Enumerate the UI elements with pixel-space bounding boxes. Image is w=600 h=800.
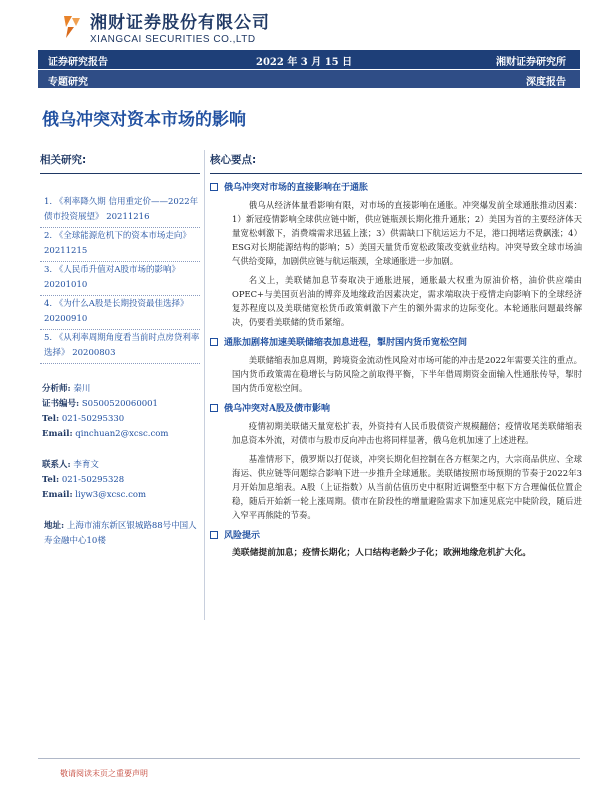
body-paragraph: 名义上，美联储加息节奏取决于通胀进展，通胀最大权重为原油价格，油价供应端由OPEC+与美国页岩油的博弈及地缘政治因素决定，需求端取决于疫情走向影响下的全球经济复苏程度以及美联储宽松货币政策刺激下产生的额外需求的边际变化。本轮通胀问题最终解决，仍要看美联储的货币紧缩。 — [232, 275, 582, 327]
related-research-item[interactable]: 5. 《从利率周期角度看当前时点房贷利率选择》 20200803 — [40, 330, 200, 364]
related-research-item[interactable]: 4. 《为什么A股是长期投资最佳选择》 20200910 — [40, 296, 200, 330]
company-name-en: XIANGCAI SECURITIES CO.,LTD — [90, 34, 256, 45]
checkbox-bullet-icon — [210, 338, 218, 346]
related-research-item[interactable]: 3. 《人民币升值对A股市场的影响》 20201010 — [40, 262, 200, 296]
report-subcategory: 深度报告 — [526, 77, 566, 88]
report-category: 专题研究 — [48, 77, 88, 88]
analyst-email[interactable]: qinchuan2@xcsc.com — [75, 429, 169, 439]
risk-warning-text: 美联储提前加息；疫情长期化；人口结构老龄少子化；欧洲地缘危机扩大化。 — [232, 548, 532, 558]
body-paragraph: 疫情初期美联储天量宽松扩表，外资持有人民币股债资产规模翻倍；疫情收尾美联储缩表加息资本外流，对债市与股市反向冲击也将同样显著，俄乌危机加速了上述进程。 — [232, 421, 582, 445]
page-title: 俄乌冲突对资本市场的影响 — [42, 110, 246, 130]
xiangcai-logo-icon — [60, 14, 84, 40]
related-research-list — [40, 194, 200, 364]
checkbox-bullet-icon — [210, 183, 218, 191]
company-logo — [60, 8, 270, 45]
analyst-name: 秦川 — [73, 384, 91, 394]
section-heading: 俄乌冲突对A股及债市影响 — [210, 401, 582, 414]
footer-divider — [38, 758, 580, 759]
cert-number: S0500520060001 — [81, 399, 158, 409]
key-points-heading: 核心要点: — [210, 150, 582, 174]
section-heading: 风险提示 — [210, 528, 582, 541]
section-heading: 通胀加剧将加速美联储缩表加息进程，掣肘国内货币宽松空间 — [210, 335, 582, 348]
column-divider — [204, 150, 205, 620]
analyst-tel: 021-50295330 — [61, 414, 125, 424]
analyst-contact: 分析师: 秦川 证书编号: S0500520060001 Tel: 021-50295330 Email: qinchuan2@xcsc.com 联系人: 李育文 Tel: 021-50295328 Email: liyw3@xcsc.com 地址: 上海市浦东新区银城路88号中国人寿金融中心10楼 — [40, 382, 200, 549]
checkbox-bullet-icon — [210, 531, 218, 539]
related-research-item[interactable]: 1. 《利率降久期 信用重定价——2022年债市投资展望》 20211216 — [40, 194, 200, 228]
body-paragraph: 俄乌从经济体量看影响有限，对市场的直接影响在通胀。冲突爆发前全球通胀推动因素：1）新冠疫情影响全球供应链中断，供应链瓶颈长期化推升通胀；2）美国为首的主要经济体天量宽松刺激下，消费端需求迅猛上涨；3）供需缺口下航运运力不足，港口拥堵运费飙涨；4）ESG对长期能源结构的影响；5）美国天量货币宽松政策改变就业结构。冲突导致全球市场油气供给变障，加剧供应链与航运瓶颈，全球通胀进一步加剧。 — [232, 200, 582, 266]
body-paragraph: 基准情形下，俄罗斯以打促谈，冲突长期化但控制在各方框架之内，大宗商品供应、全球海运、供应链等问题综合影响下进一步推升全球通胀。美联储按照市场预期的节奏于2022年3月开始加息缩表。A股（上证指数）从当前估值历史中枢附近调整至中枢下方合理偏低位置企稳，随后开始新一轮上涨周期。债市在阶段性的增量避险需求下加速见底完中陡阶段，随后进入窄平再熊陡的节奏。 — [232, 454, 582, 520]
body-paragraph: 美联储缩表加息周期，跨境资金流动性风险对市场可能的冲击是2022年需要关注的重点。国内货币政策需在稳增长与防风险之前取得平衡，下半年借周期资金面输入性通胀传导，掣肘国内货币宽松空间。 — [232, 355, 582, 393]
related-research-heading: 相关研究: — [40, 150, 200, 174]
key-points-section — [210, 150, 582, 560]
sidebar — [40, 150, 200, 549]
company-name-cn: 湘财证券股份有限公司 — [90, 13, 270, 33]
checkbox-bullet-icon — [210, 404, 218, 412]
section-heading: 俄乌冲突对市场的直接影响在于通胀 — [210, 180, 582, 193]
footer-disclaimer: 敬请阅读末页之重要声明 — [60, 769, 148, 778]
office-address: 地址: 上海市浦东新区银城路88号中国人寿金融中心10楼 — [44, 521, 197, 546]
report-type: 证券研究报告 — [48, 57, 108, 68]
header-band-top — [38, 50, 580, 69]
contact-name: 李育文 — [73, 460, 99, 470]
header-band-bottom — [38, 70, 580, 88]
contact-tel: 021-50295328 — [61, 475, 125, 485]
institute-name: 湘财证券研究所 — [496, 57, 566, 68]
contact-email[interactable]: liyw3@xcsc.com — [75, 490, 147, 500]
report-date: 2022 年 3 月 15 日 — [256, 57, 353, 68]
related-research-item[interactable]: 2. 《全球能源危机下的资本市场走向》 20211215 — [40, 228, 200, 262]
